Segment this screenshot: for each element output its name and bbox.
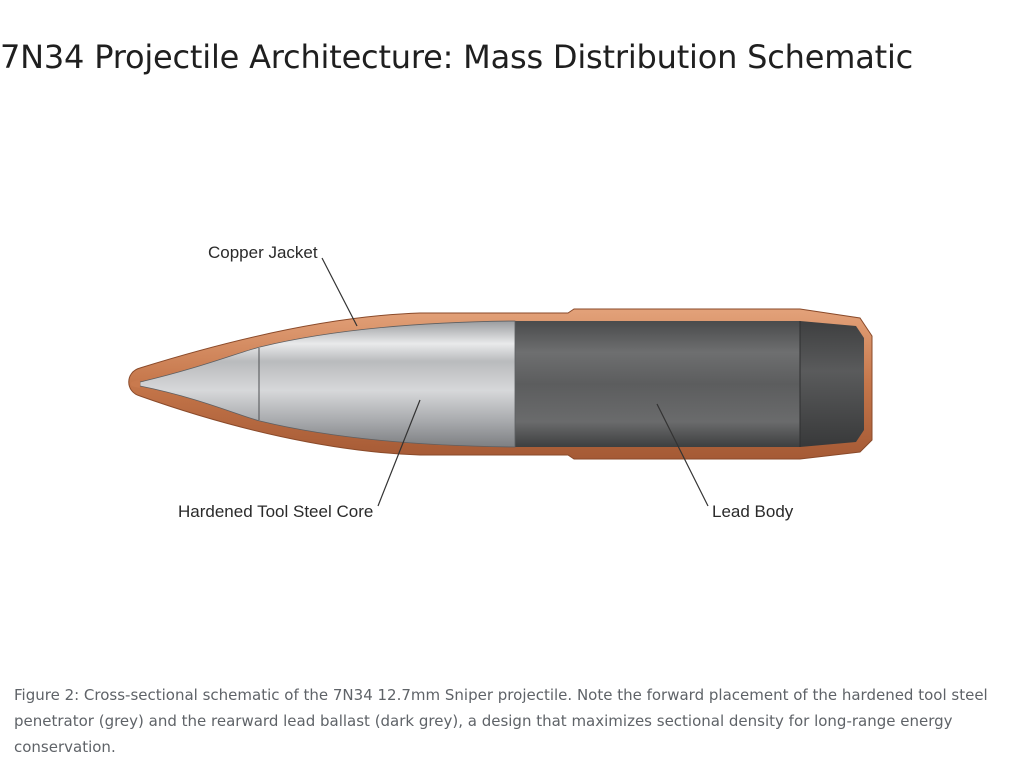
page-title: 7N34 Projectile Architecture: Mass Distribution Schematic [0,38,914,76]
steel-core-shape [140,321,515,447]
lead-base-shape [800,321,864,447]
copper-jacket-leader [322,258,357,326]
lead-body-label: Lead Body [712,502,794,521]
copper-jacket-label: Copper Jacket [208,243,318,262]
steel-core-label: Hardened Tool Steel Core [178,502,374,521]
figure-caption: Figure 2: Cross-sectional schematic of the 7N34 12.7mm Sniper projectile. Note the forward placement of the hardened tool steel penetrator (grey) and the rearward lead ballast (dark grey), a design that maximizes sectional density for long-range energy conservation. [14,686,988,756]
lead-body-shape [515,321,800,447]
